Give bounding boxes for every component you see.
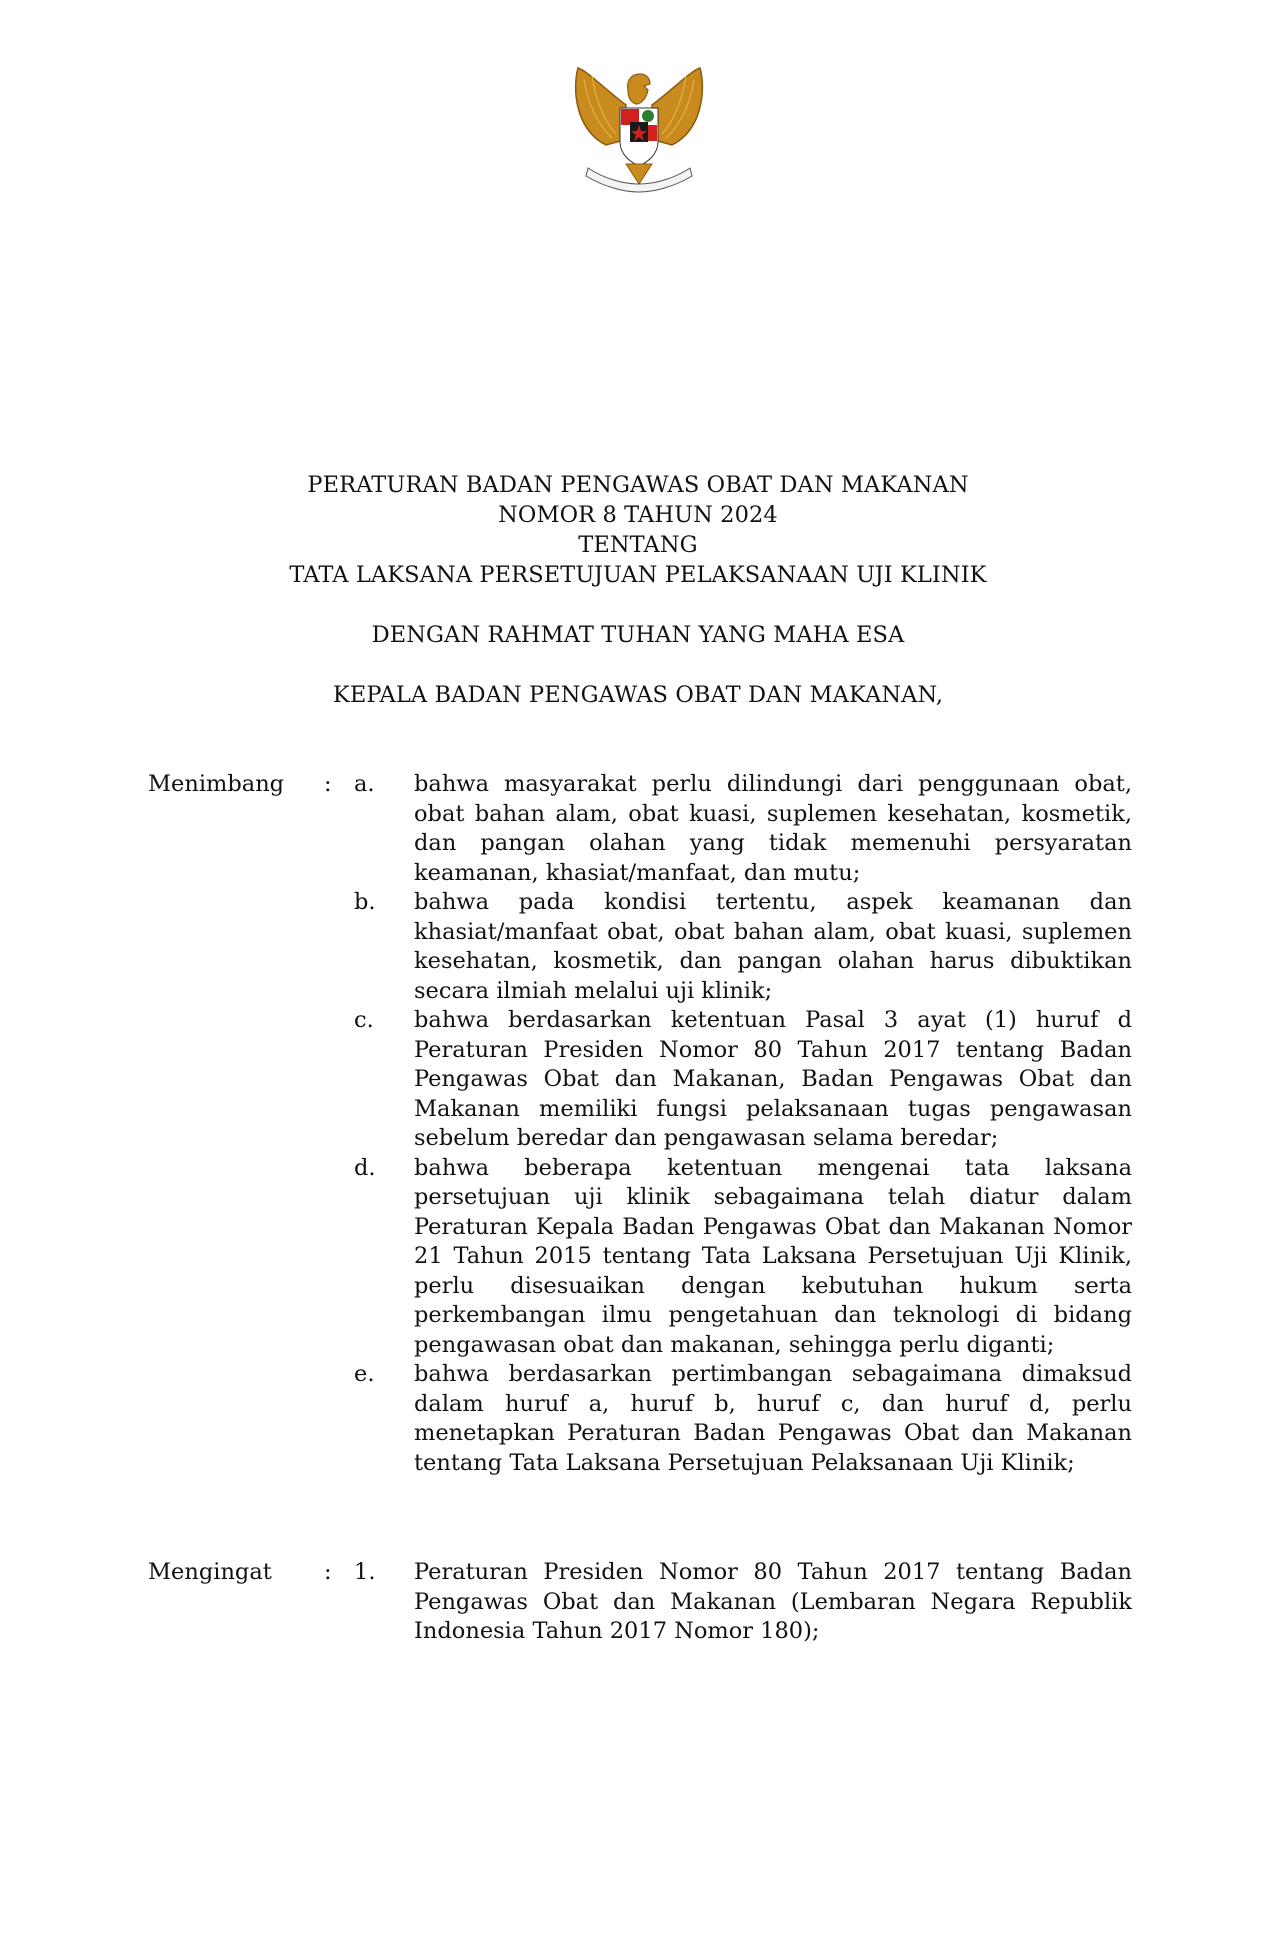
item-marker: b. — [354, 889, 376, 915]
title-line: TATA LAKSANA PERSETUJUAN PELAKSANAAN UJI KLINIK — [289, 562, 987, 588]
menimbang-label: Menimbang — [148, 771, 285, 797]
item-marker: e. — [354, 1361, 375, 1387]
title-line: NOMOR 8 TAHUN 2024 — [498, 502, 778, 528]
list-item — [148, 770, 1132, 888]
list-item — [148, 888, 1132, 1006]
list-item — [148, 1360, 1132, 1478]
garuda-emblem-icon — [566, 60, 712, 194]
document-title — [0, 470, 1276, 590]
menimbang-section — [148, 770, 1132, 1478]
item-marker: a. — [354, 771, 375, 797]
mengingat-section — [148, 1558, 1132, 1647]
list-item — [148, 1006, 1132, 1154]
title-line: PERATURAN BADAN PENGAWAS OBAT DAN MAKANAN — [307, 472, 969, 498]
item-text: bahwa berdasarkan ketentuan Pasal 3 ayat (1) huruf d Peraturan Presiden Nomor 80 Tahun 2017 tentang Badan Pengawas Obat dan Makanan, Badan Pengawas Obat dan Makanan memiliki fungsi pelaksanaan tugas pengawasan sebelum beredar dan pengawasan selama beredar; — [414, 1007, 1132, 1151]
item-text: bahwa beberapa ketentuan mengenai tata laksana persetujuan uji klinik sebagaimana telah diatur dalam Peraturan Kepala Badan Pengawas Obat dan Makanan Nomor 21 Tahun 2015 tentang Tata Laksana Persetujuan Uji Klinik, perlu disesuaikan dengan kebutuhan hukum serta perkembangan ilmu pengetahuan dan teknologi di bidang pengawasan obat dan makanan, sehingga perlu diganti; — [414, 1154, 1132, 1358]
title-line: TENTANG — [578, 532, 698, 558]
colon: : — [324, 1559, 332, 1585]
item-text: Peraturan Presiden Nomor 80 Tahun 2017 tentang Badan Pengawas Obat dan Makanan (Lembaran Negara Republik Indonesia Tahun 2017 Nomor 180); — [414, 1559, 1132, 1644]
authority: KEPALA BADAN PENGAWAS OBAT DAN MAKANAN, — [332, 682, 944, 708]
item-marker: c. — [354, 1007, 374, 1033]
item-text: bahwa pada kondisi tertentu, aspek keamanan dan khasiat/manfaat obat, obat bahan alam, obat kuasi, suplemen kesehatan, kosmetik, dan pangan olahan harus dibuktikan secara ilmiah melalui uji klinik; — [414, 889, 1132, 1004]
item-marker: 1. — [354, 1559, 376, 1585]
invocation: DENGAN RAHMAT TUHAN YANG MAHA ESA — [371, 622, 905, 648]
mengingat-label: Mengingat — [148, 1559, 272, 1585]
list-item — [148, 1154, 1132, 1361]
colon: : — [324, 771, 332, 797]
item-text: bahwa masyarakat perlu dilindungi dari penggunaan obat, obat bahan alam, obat kuasi, suplemen kesehatan, kosmetik, dan pangan olahan yang tidak memenuhi persyaratan keamanan, khasiat/manfaat, dan mutu; — [414, 771, 1132, 886]
item-marker: d. — [354, 1154, 376, 1181]
item-text: bahwa berdasarkan pertimbangan sebagaimana dimaksud dalam huruf a, huruf b, huruf c, dan huruf d, perlu menetapkan Peraturan Badan Pengawas Obat dan Makanan tentang Tata Laksana Persetujuan Pelaksanaan Uji Klinik; — [414, 1361, 1132, 1476]
list-item — [148, 1558, 1132, 1647]
